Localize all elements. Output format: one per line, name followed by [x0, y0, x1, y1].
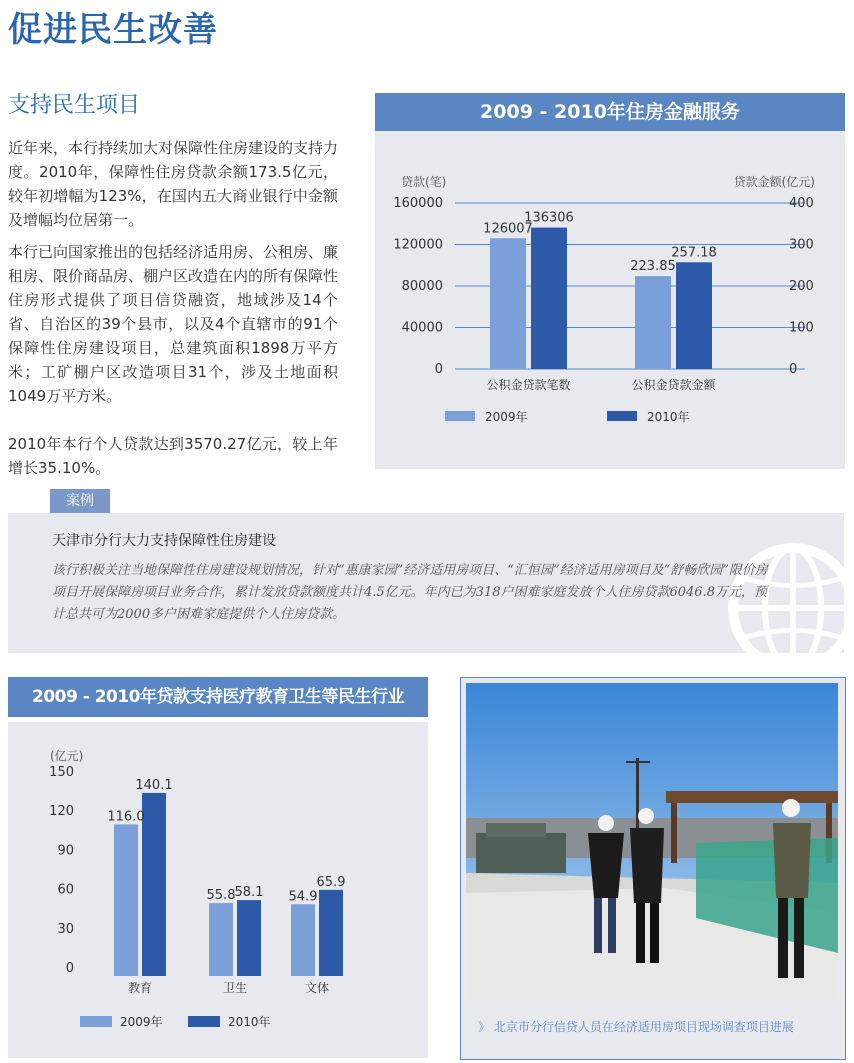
legend-swatch	[188, 1016, 220, 1027]
paragraph-2: 本行已向国家推出的包括经济适用房、公租房、廉租房、限价商品房、棚户区改造在内的所有保障性住房形式提供了项目信贷融资，地域涉及14个省、自治区的39个县市，以及4个直辖市的91个保障性住房建设项目，总建筑面积1898万平方米；工矿棚户区改造项目31个，涉及土地面积1049万平方米。	[8, 243, 339, 405]
bar-2009	[291, 904, 315, 976]
bar-value-label: 223.85	[630, 259, 676, 275]
right-tick-label: 0	[789, 362, 798, 377]
photo-caption: 》 北京市分行信贷人员在经济适用房项目现场调查项目进展	[478, 1020, 794, 1034]
bar-2009	[635, 276, 671, 369]
legend-label: 2009年	[120, 1015, 163, 1029]
bar-2010	[237, 900, 261, 976]
bar-value-label: 126007	[483, 221, 533, 237]
legend-label: 2010年	[647, 410, 690, 424]
paragraph-1: 近年来，本行持续加大对保障性住房建设的支持力度。2010年，保障性住房贷款余额173.5亿元，较年初增幅为123%，在国内五大商业银行中金额及增幅均位居第一。	[8, 139, 339, 229]
bar-2009	[114, 824, 138, 976]
left-tick-label: 80000	[401, 279, 443, 294]
bar-2009	[490, 238, 526, 369]
left-tick-label: 120000	[393, 237, 443, 253]
bar-value-label: 58.1	[234, 885, 264, 901]
tick-label: 0	[65, 961, 74, 976]
category-label: 卫生	[222, 981, 248, 995]
livelihood-chart-title: 2009 - 2010年贷款支持医疗教育卫生等民生行业	[8, 677, 428, 717]
case-title: 天津市分行大力支持保障性住房建设	[52, 533, 276, 549]
legend-swatch	[445, 411, 475, 421]
tick-label: 120	[49, 804, 74, 820]
left-tick-label: 40000	[401, 320, 443, 336]
chart-category-labels	[486, 377, 716, 392]
legend-swatch	[607, 411, 637, 421]
category-label: 教育	[127, 981, 153, 995]
case-body: 该行积极关注当地保障性住房建设规划情况，针对“惠康家园”经济适用房项目、“汇恒园”经济适用房项目及“舒畅欣园”限价房项目开展保障房项目业务合作，累计发放贷款额度共计4.5亿元。年内已为318户困难家庭发放个人住房贷款6046.8万元，预计总共可为2000多户困难家庭提供个人住房贷款。	[52, 563, 768, 622]
right-tick-label: 300	[789, 237, 814, 253]
left-tick-label: 0	[434, 362, 443, 377]
tick-label: 60	[57, 882, 74, 898]
legend-swatch	[80, 1016, 112, 1027]
case-tab: 案例	[50, 489, 110, 513]
tick-label: 30	[57, 921, 74, 937]
chart-category-labels	[128, 980, 329, 995]
chart-tick-labels	[49, 765, 74, 976]
right-axis-label: 贷款金额(亿元)	[733, 175, 815, 189]
bar-value-label: 257.18	[671, 245, 717, 261]
page-title: 促进民生改善	[8, 10, 218, 50]
legend-label: 2010年	[228, 1015, 271, 1029]
livelihood-chart	[8, 722, 428, 1058]
bar-value-label: 136306	[524, 210, 574, 226]
bar-value-label: 116.0	[107, 809, 145, 825]
bar-value-label: 65.9	[316, 874, 346, 890]
bar-2010	[676, 262, 712, 369]
category-label: 公积金贷款金额	[631, 378, 716, 392]
chart-legend	[445, 409, 690, 424]
bar-2010	[319, 890, 343, 976]
category-label: 文体	[304, 981, 330, 995]
bar-2010	[531, 228, 567, 369]
tick-label: 90	[57, 843, 74, 859]
y-axis-label: (亿元)	[50, 749, 84, 763]
bar-2010	[142, 793, 166, 976]
section-title: 支持民生项目	[8, 93, 141, 118]
housing-finance-chart-title: 2009 - 2010年住房金融服务	[375, 93, 845, 131]
tick-label: 150	[49, 765, 74, 780]
legend-label: 2009年	[485, 410, 528, 424]
left-axis-label: 贷款(笔)	[401, 175, 447, 189]
right-tick-label: 100	[789, 320, 814, 336]
bar-value-label: 54.9	[288, 889, 318, 905]
bar-value-label: 55.8	[206, 888, 236, 904]
left-tick-label: 160000	[393, 196, 443, 211]
bar-value-label: 140.1	[135, 777, 173, 793]
chart-bars	[114, 793, 343, 976]
housing-finance-chart	[375, 131, 845, 469]
bar-2009	[209, 903, 233, 976]
right-tick-label: 200	[789, 279, 814, 294]
category-label: 公积金贷款笔数	[486, 378, 571, 392]
site-photo	[466, 683, 838, 1001]
chart-legend	[80, 1014, 271, 1029]
paragraph-3: 2010年本行个人贷款达到3570.27亿元，较上年增长35.10%。	[8, 435, 338, 477]
right-tick-label: 400	[789, 196, 814, 211]
